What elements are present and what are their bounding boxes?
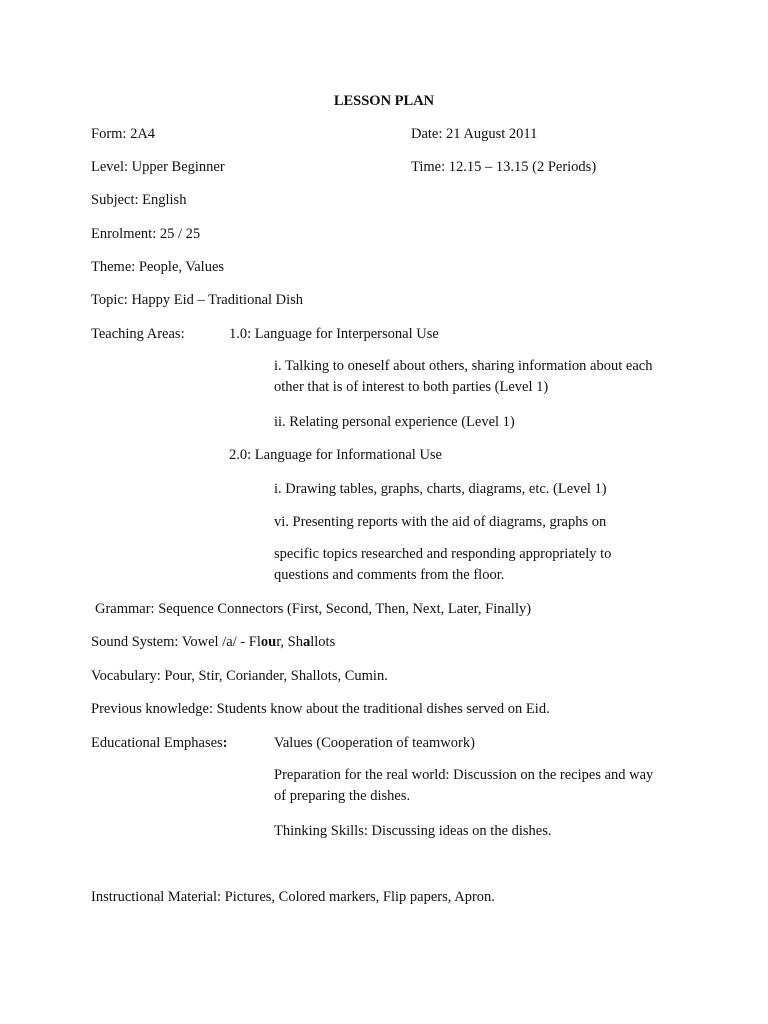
educational-emphases-colon: : xyxy=(222,735,228,751)
educational-emphases-label-text: Educational Emphases xyxy=(91,735,223,751)
page-title: LESSON PLAN xyxy=(333,93,435,109)
time-field: Time: 12.15 – 13.15 (2 Periods) xyxy=(411,159,597,175)
sound-system-middle: r, Sh xyxy=(276,634,303,650)
grammar-field: Grammar: Sequence Connectors (First, Second, Then, Next, Later, Finally) xyxy=(95,601,532,617)
level-field: Level: Upper Beginner xyxy=(91,159,225,175)
educational-emphases-values: Values (Cooperation of teamwork) xyxy=(274,735,475,751)
teaching-area-2-item-vi-continued: specific topics researched and responding appropriately to questions and comments from the floor. xyxy=(274,546,612,583)
teaching-area-2-item-vi: vi. Presenting reports with the aid of diagrams, graphs on xyxy=(274,514,607,530)
theme-field: Theme: People, Values xyxy=(91,259,225,275)
previous-knowledge-field: Previous knowledge: Students know about the traditional dishes served on Eid. xyxy=(91,701,550,717)
sound-system-suffix: llots xyxy=(310,634,336,650)
sound-system-flour-highlight: ou xyxy=(260,634,277,650)
educational-emphases-preparation: Preparation for the real world: Discussion on the recipes and way of preparing the dishes. xyxy=(274,767,654,804)
teaching-area-1-heading: 1.0: Language for Interpersonal Use xyxy=(229,326,439,342)
teaching-area-1-item-ii: ii. Relating personal experience (Level 1) xyxy=(274,414,515,430)
educational-emphases-label xyxy=(91,734,228,752)
enrolment-field: Enrolment: 25 / 25 xyxy=(91,226,201,242)
teaching-areas-label: Teaching Areas: xyxy=(91,326,185,342)
subject-field: Subject: English xyxy=(91,192,187,208)
teaching-area-2-item-i: i. Drawing tables, graphs, charts, diagrams, etc. (Level 1) xyxy=(274,481,607,497)
form-field: Form: 2A4 xyxy=(91,126,156,142)
date-field: Date: 21 August 2011 xyxy=(411,126,538,142)
sound-system-prefix: Sound System: Vowel /a/ - Fl xyxy=(91,634,261,650)
vocabulary-field: Vocabulary: Pour, Stir, Coriander, Shallots, Cumin. xyxy=(91,668,388,684)
teaching-area-1-item-i: i. Talking to oneself about others, sharing information about each other that is of interest to both parties (Level 1) xyxy=(274,358,653,395)
instructional-material-field: Instructional Material: Pictures, Colored markers, Flip papers, Apron. xyxy=(91,889,495,905)
topic-field: Topic: Happy Eid – Traditional Dish xyxy=(91,292,304,308)
sound-system-shallots-highlight: a xyxy=(303,634,311,650)
teaching-area-2-heading: 2.0: Language for Informational Use xyxy=(229,447,442,463)
educational-emphases-thinking: Thinking Skills: Discussing ideas on the dishes. xyxy=(274,823,552,839)
sound-system-field xyxy=(91,633,335,651)
